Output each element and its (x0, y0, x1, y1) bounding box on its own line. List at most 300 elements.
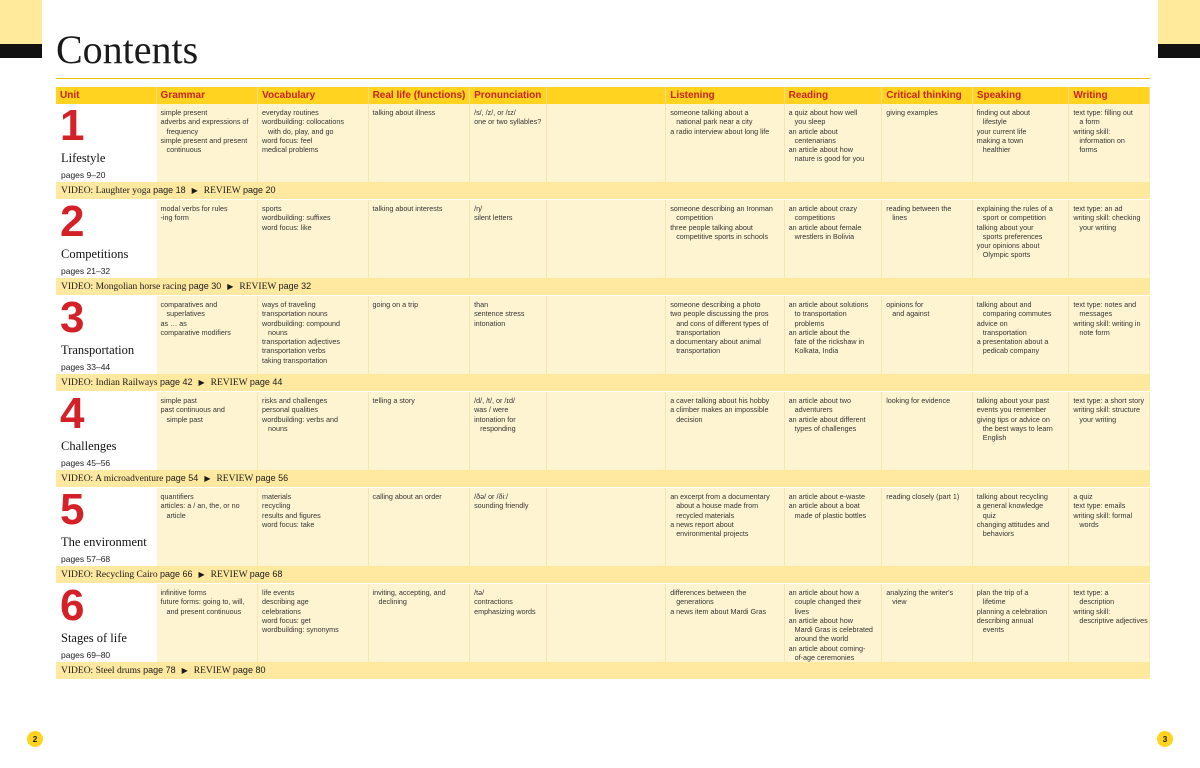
unit-5-speaking-cell (973, 488, 1070, 566)
list-item: an article about e-waste (788, 492, 865, 501)
unit-5-critical-cell (882, 488, 973, 566)
unit-5-unit-cell (56, 488, 157, 566)
list-item: of-age ceremonies (794, 653, 855, 662)
list-item: text type: filling out (1073, 108, 1133, 117)
unit-3-critical-cell (882, 296, 973, 374)
list-item: simple past (166, 414, 203, 424)
video-prefix: VIDEO: (61, 378, 94, 388)
unit-number: 1 (60, 104, 85, 150)
review-label: REVIEW (193, 666, 231, 676)
list-item: looking for evidence (886, 396, 951, 405)
list-item: wordbuilding: suffixes (262, 213, 331, 223)
unit-5-grammar-cell (157, 488, 259, 566)
list-item: word focus: like (262, 222, 312, 232)
list-item: quiz (982, 510, 996, 520)
list-item: past continuous and (160, 405, 225, 415)
unit-4-vocabulary-cell (258, 392, 369, 470)
list-item: /tə/ (474, 588, 485, 597)
unit-title: Transportation (61, 343, 135, 357)
list-item: an article about how a (788, 588, 859, 597)
list-item: problems (794, 318, 825, 328)
unit-row-5 (56, 488, 1150, 566)
list-item: text type: a (1073, 588, 1109, 597)
list-item: and present continuous (166, 606, 242, 616)
list-item: transportation (676, 346, 721, 356)
review-label: REVIEW (210, 570, 248, 580)
video-title: Steel drums (95, 666, 141, 676)
list-item: risks and challenges (262, 396, 328, 405)
list-item: pedicab company (982, 346, 1040, 356)
play-triangle-icon: ▶ (198, 378, 205, 387)
list-item: competitions (794, 213, 835, 223)
list-item: materials (262, 492, 292, 501)
header-blank (547, 87, 666, 104)
list-item: your writing (1079, 414, 1117, 424)
list-item: making a town (976, 135, 1024, 145)
video-title: Laughter yoga (95, 186, 151, 196)
list-item: adverbs and expressions of (160, 117, 249, 127)
list-item: sports preferences (982, 231, 1043, 241)
page-title: Contents (56, 27, 199, 72)
list-item: nouns (268, 327, 288, 337)
list-item: comparing commutes (982, 309, 1052, 319)
unit-5-pronunciation-cell (470, 488, 547, 566)
list-item: telling a story (372, 396, 415, 405)
unit-2-pronunciation-cell (470, 200, 547, 278)
video-page: page 30 (188, 281, 222, 291)
list-item: giving examples (886, 108, 938, 117)
unit-number: 6 (60, 584, 85, 630)
video-page: page 54 (165, 473, 199, 483)
page-number-left: 2 (27, 731, 43, 747)
list-item: a general knowledge (976, 501, 1044, 511)
list-item: simple present and present (160, 135, 248, 145)
unit-3-listening-cell (666, 296, 784, 374)
corner-bar-right (1158, 44, 1200, 58)
unit-2-critical-cell (882, 200, 973, 278)
unit-3-writing-cell (1069, 296, 1150, 374)
unit-pages: pages 45–56 (61, 457, 111, 468)
list-item: analyzing the writer's (886, 588, 954, 597)
list-item: decision (676, 414, 703, 424)
list-item: transportation verbs (262, 346, 326, 356)
unit-2-unit-cell (56, 200, 157, 278)
list-item: someone talking about a (670, 108, 749, 117)
list-item: wordbuilding: verbs and (262, 414, 338, 424)
list-item: generations (676, 597, 714, 607)
list-item: with do, play, and go (268, 126, 334, 136)
unit-6-pronunciation-cell (470, 584, 547, 662)
list-item: responding (480, 423, 516, 433)
list-item: transportation (676, 327, 721, 337)
header-critical: Critical thinking (882, 87, 973, 104)
list-item: writing skill: writing in (1073, 318, 1141, 328)
list-item: articles: a / an, the, or no (160, 501, 240, 511)
unit-pages: pages 21–32 (61, 265, 111, 276)
unit-row-3 (56, 296, 1150, 374)
unit-6-unit-cell (56, 584, 157, 662)
list-item: an article about how (788, 615, 853, 625)
unit-pages: pages 69–80 (61, 649, 111, 660)
header-unit: Unit (56, 87, 157, 104)
list-item: comparatives and (160, 300, 218, 309)
unit-1-unit-cell (56, 104, 157, 182)
list-item: your opinions about (976, 241, 1040, 251)
list-item: your writing (1079, 222, 1117, 232)
video-prefix: VIDEO: (61, 282, 94, 292)
unit-3-reading-cell (785, 296, 883, 374)
review-label: REVIEW (239, 282, 277, 292)
list-item: Kolkata, India (794, 346, 839, 356)
header-speaking: Speaking (973, 87, 1070, 104)
list-item: /ŋ/ (474, 204, 483, 213)
list-item: centenarians (794, 135, 836, 145)
list-item: an article about different (788, 414, 866, 424)
video-review-row (56, 374, 1150, 391)
list-item: infinitive forms (160, 588, 207, 597)
list-item: intonation (474, 318, 506, 328)
list-item: results and figures (262, 510, 321, 520)
list-item: a climber makes an impossible (670, 405, 769, 415)
video-review-row (56, 278, 1150, 295)
review-page: page 20 (242, 185, 276, 195)
play-triangle-icon: ▶ (198, 570, 205, 579)
list-item: to transportation (794, 309, 847, 319)
unit-4-reading-cell (785, 392, 883, 470)
unit-pages: pages 33–44 (61, 361, 111, 372)
list-item: talking about your past (976, 396, 1050, 405)
list-item: declining (378, 597, 407, 607)
list-item: words (1079, 519, 1099, 529)
list-item: sentence stress (474, 309, 525, 319)
unit-6-blank-cell (547, 584, 666, 662)
unit-2-writing-cell (1069, 200, 1150, 278)
list-item: a quiz about how well (788, 108, 858, 117)
header-real_life: Real life (functions) (369, 87, 471, 104)
list-item: going on a trip (372, 300, 419, 309)
unit-title: Lifestyle (61, 151, 106, 165)
list-item: messages (1079, 309, 1113, 319)
unit-pages: pages 9–20 (61, 169, 106, 180)
unit-3-grammar-cell (157, 296, 259, 374)
list-item: life events (262, 588, 295, 597)
list-item: note form (1079, 327, 1110, 337)
video-title: Mongolian horse racing (95, 282, 187, 292)
list-item: sport or competition (982, 213, 1046, 223)
list-item: silent letters (474, 213, 513, 223)
unit-row-2 (56, 200, 1150, 278)
video-page: page 78 (143, 665, 176, 675)
list-item: a documentary about animal (670, 337, 761, 347)
list-item: English (982, 433, 1007, 443)
unit-4-writing-cell (1069, 392, 1150, 470)
list-item: description (1079, 597, 1115, 607)
list-item: reading between the (886, 204, 952, 213)
list-item: describing annual (976, 615, 1034, 625)
list-item: an article about a boat (788, 501, 860, 511)
list-item: talking about your (976, 222, 1034, 232)
list-item: plan the trip of a (976, 588, 1029, 597)
list-item: modal verbs for rules (160, 204, 228, 213)
list-item: Mardi Gras is celebrated (794, 625, 873, 635)
list-item: celebrations (262, 606, 301, 616)
list-item: than (474, 300, 489, 309)
list-item: taking transportation (262, 355, 328, 365)
list-item: intonation for (474, 414, 516, 424)
list-item: opinions for (886, 300, 924, 309)
list-item: text type: an ad (1073, 204, 1123, 213)
list-item: made of plastic bottles (794, 510, 867, 520)
list-item: a caver talking about his hobby (670, 396, 770, 405)
unit-6-speaking-cell (973, 584, 1070, 662)
list-item: an article about the (788, 327, 850, 337)
list-item: future forms: going to, will, (160, 597, 245, 607)
list-item: an article about crazy (788, 204, 857, 213)
list-item: fate of the rickshaw in (794, 337, 865, 347)
list-item: nouns (268, 423, 288, 433)
list-item: planning a celebration (976, 606, 1048, 616)
list-item: recycling (262, 501, 291, 511)
unit-6-real_life-cell (369, 584, 471, 662)
row-gap (56, 679, 1150, 680)
list-item: word focus: take (262, 519, 315, 529)
list-item: wordbuilding: synonyms (262, 625, 339, 635)
video-review-row (56, 470, 1150, 487)
video-page: page 42 (159, 377, 193, 387)
unit-number: 5 (60, 488, 85, 534)
list-item: was / were (474, 405, 509, 415)
list-item: environmental projects (676, 529, 749, 539)
unit-number: 2 (60, 200, 85, 246)
unit-row-1 (56, 104, 1150, 182)
list-item: a quiz (1073, 492, 1093, 501)
list-item: word focus: get (262, 615, 311, 625)
unit-1-writing-cell (1069, 104, 1150, 182)
list-item: ways of traveling (262, 300, 316, 309)
list-item: writing skill: checking (1073, 213, 1141, 223)
list-item: describing age (262, 597, 309, 607)
list-item: writing skill: formal (1073, 510, 1133, 520)
list-item: an excerpt from a documentary (670, 492, 770, 501)
unit-title: The environment (61, 535, 147, 549)
list-item: a form (1079, 117, 1100, 127)
list-item: transportation adjectives (262, 337, 340, 347)
list-item: events (982, 625, 1004, 635)
unit-6-listening-cell (666, 584, 784, 662)
unit-4-grammar-cell (157, 392, 259, 470)
unit-pages: pages 57–68 (61, 553, 111, 564)
page-number-right: 3 (1157, 731, 1173, 747)
video-review-row (56, 182, 1150, 199)
unit-2-listening-cell (666, 200, 784, 278)
review-label: REVIEW (216, 474, 254, 484)
corner-bar-left (0, 44, 42, 58)
list-item: and against (892, 309, 930, 319)
list-item: finding out about (976, 108, 1030, 117)
unit-4-pronunciation-cell (470, 392, 547, 470)
list-item: simple present (160, 108, 208, 117)
unit-row-4 (56, 392, 1150, 470)
list-item: someone describing a photo (670, 300, 761, 309)
unit-5-vocabulary-cell (258, 488, 369, 566)
list-item: couple changed their (794, 597, 862, 607)
unit-3-blank-cell (547, 296, 666, 374)
list-item: an article about female (788, 222, 862, 232)
unit-3-pronunciation-cell (470, 296, 547, 374)
video-title: Indian Railways (95, 378, 158, 388)
list-item: article (166, 510, 186, 520)
header-writing: Writing (1069, 87, 1150, 104)
unit-1-blank-cell (547, 104, 666, 182)
unit-1-real_life-cell (369, 104, 471, 182)
list-item: Olympic sports (982, 250, 1031, 260)
review-page: page 32 (278, 281, 312, 291)
unit-6-grammar-cell (157, 584, 259, 662)
list-item: view (892, 597, 907, 607)
list-item: transportation (982, 327, 1027, 337)
header-grammar: Grammar (157, 87, 259, 104)
unit-4-real_life-cell (369, 392, 471, 470)
header-listening: Listening (666, 87, 784, 104)
list-item: lifestyle (982, 117, 1007, 127)
unit-3-real_life-cell (369, 296, 471, 374)
list-item: talking about illness (372, 108, 436, 117)
table-header-row (56, 87, 1150, 104)
review-page: page 68 (249, 569, 283, 579)
list-item: competitive sports in schools (676, 231, 769, 241)
list-item: a news item about Mardi Gras (670, 606, 767, 616)
play-triangle-icon: ▶ (181, 666, 188, 675)
review-page: page 44 (249, 377, 283, 387)
list-item: wrestlers in Bolivia (794, 231, 855, 241)
video-page: page 18 (153, 185, 186, 195)
unit-5-writing-cell (1069, 488, 1150, 566)
list-item: writing skill: (1073, 606, 1111, 616)
video-page: page 66 (159, 569, 193, 579)
list-item: an article about how (788, 145, 853, 155)
unit-2-blank-cell (547, 200, 666, 278)
unit-4-unit-cell (56, 392, 157, 470)
list-item: writing skill: structure (1073, 405, 1141, 415)
list-item: around the world (794, 634, 849, 644)
list-item: lines (892, 213, 907, 223)
review-page: page 80 (232, 665, 266, 675)
unit-1-listening-cell (666, 104, 784, 182)
list-item: comparative modifiers (160, 327, 231, 337)
unit-4-listening-cell (666, 392, 784, 470)
list-item: reading closely (part 1) (886, 492, 960, 501)
list-item: everyday routines (262, 108, 319, 117)
list-item: lifetime (982, 597, 1006, 607)
list-item: an article about solutions (788, 300, 869, 309)
unit-5-listening-cell (666, 488, 784, 566)
list-item: someone describing an Ironman (670, 204, 773, 213)
list-item: talking about and (976, 300, 1032, 309)
unit-3-vocabulary-cell (258, 296, 369, 374)
list-item: your current life (976, 126, 1027, 136)
list-item: events you remember (976, 405, 1047, 415)
unit-2-reading-cell (785, 200, 883, 278)
unit-1-critical-cell (882, 104, 973, 182)
video-review-row (56, 566, 1150, 583)
unit-number: 3 (60, 296, 85, 342)
list-item: lives (794, 606, 810, 616)
list-item: medical problems (262, 145, 319, 155)
list-item: emphasizing words (474, 606, 536, 616)
review-page: page 56 (255, 473, 289, 483)
list-item: an article about coming- (788, 643, 866, 653)
unit-title: Competitions (61, 247, 129, 261)
list-item: word focus: feel (262, 135, 313, 145)
list-item: sports (262, 204, 282, 213)
unit-6-writing-cell (1069, 584, 1150, 662)
unit-4-blank-cell (547, 392, 666, 470)
list-item: text type: emails (1073, 501, 1126, 511)
list-item: frequency (166, 126, 199, 136)
play-triangle-icon: ▶ (191, 186, 198, 195)
list-item: text type: notes and (1073, 300, 1137, 309)
video-prefix: VIDEO: (61, 570, 94, 580)
list-item: recycled materials (676, 510, 735, 520)
list-item: simple past (160, 396, 197, 405)
contents-table (56, 87, 1150, 680)
unit-title: Challenges (61, 439, 117, 453)
list-item: types of challenges (794, 423, 857, 433)
unit-1-grammar-cell (157, 104, 259, 182)
list-item: changing attitudes and (976, 519, 1050, 529)
unit-1-reading-cell (785, 104, 883, 182)
list-item: a radio interview about long life (670, 126, 770, 136)
unit-6-reading-cell (785, 584, 883, 662)
list-item: talking about recycling (976, 492, 1048, 501)
unit-3-speaking-cell (973, 296, 1070, 374)
unit-number: 4 (60, 392, 85, 438)
list-item: /ðə/ or /ðiː/ (474, 492, 509, 501)
title-divider (56, 78, 1150, 79)
list-item: competition (676, 213, 713, 223)
list-item: one or two syllables? (474, 117, 542, 127)
unit-row-6 (56, 584, 1150, 662)
list-item: advice on (976, 318, 1008, 328)
header-vocabulary: Vocabulary (258, 87, 369, 104)
video-prefix: VIDEO: (61, 666, 94, 676)
list-item: behaviors (982, 529, 1014, 539)
list-item: superlatives (166, 309, 205, 319)
list-item: sounding friendly (474, 501, 529, 511)
list-item: wordbuilding: compound (262, 318, 340, 328)
list-item: wordbuilding: collocations (262, 117, 344, 127)
unit-title: Stages of life (61, 631, 127, 645)
list-item: and cons of different types of (676, 318, 769, 328)
review-label: REVIEW (210, 378, 248, 388)
unit-3-unit-cell (56, 296, 157, 374)
review-label: REVIEW (203, 186, 241, 196)
play-triangle-icon: ▶ (204, 474, 211, 483)
video-title: Recycling Cairo (95, 570, 158, 580)
unit-4-speaking-cell (973, 392, 1070, 470)
list-item: /d/, /t/, or /ɪd/ (474, 396, 515, 405)
unit-1-vocabulary-cell (258, 104, 369, 182)
unit-2-speaking-cell (973, 200, 1070, 278)
unit-6-vocabulary-cell (258, 584, 369, 662)
list-item: inviting, accepting, and (372, 588, 446, 597)
video-title: A microadventure (95, 474, 164, 484)
list-item: contractions (474, 597, 513, 607)
list-item: differences between the (670, 588, 747, 597)
video-prefix: VIDEO: (61, 186, 94, 196)
list-item: talking about interests (372, 204, 443, 213)
unit-1-speaking-cell (973, 104, 1070, 182)
